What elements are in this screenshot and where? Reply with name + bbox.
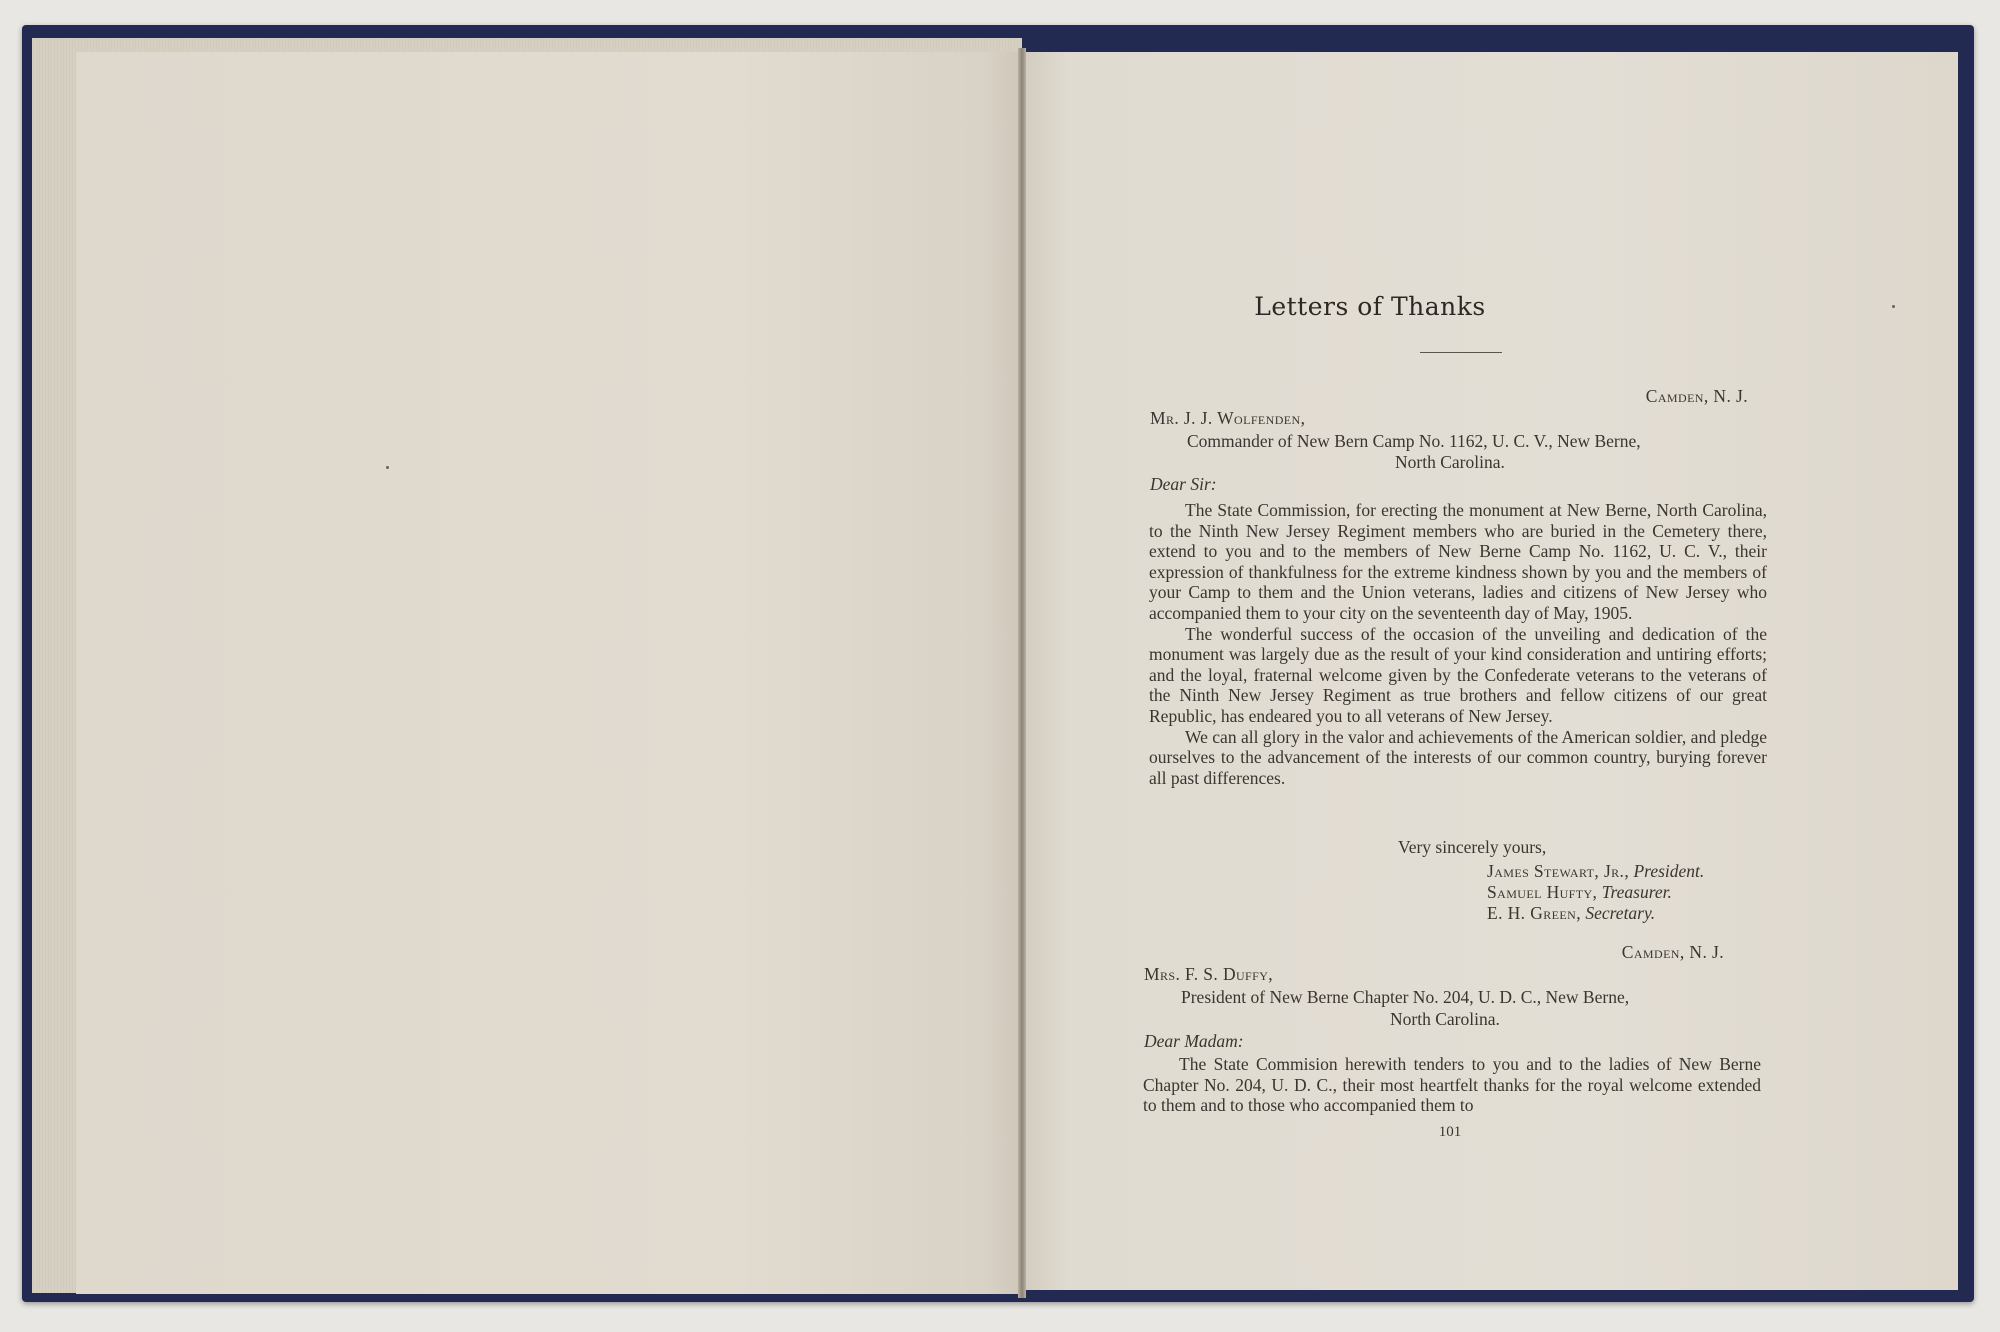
signatory-2 <box>1487 882 1787 903</box>
letter1-body <box>1149 500 1767 788</box>
signatory-name: Samuel Hufty, <box>1487 882 1598 902</box>
signatory-title: President. <box>1633 861 1705 881</box>
letter2-paragraph: The State Commision herewith tenders to you and to the ladies of New Berne Chapter No. 204, U. D. C., their most heartfelt thanks for the royal welcome extended to them and to those who accompanied them to <box>1143 1054 1761 1116</box>
paper-speck <box>1892 305 1895 308</box>
title-rule <box>1420 352 1502 353</box>
letter2-addressee-line2: North Carolina. <box>1390 1009 1500 1029</box>
page-title: Letters of Thanks <box>1254 292 1486 321</box>
signatory-name: E. H. Green, <box>1487 903 1581 923</box>
signatory-3 <box>1487 903 1787 924</box>
letter1-paragraph: The State Commission, for erecting the monument at New Berne, North Carolina, to the Ninth New Jersey Regiment members who are buried in the Cemetery there, extend to you and to the members of New Berne Camp No. 1162, U. C. V., their expression of thankfulness for the extreme kindness shown by you and the members of your Camp to them and the Union veterans, ladies and citizens of New Jersey who accompanied them to your city on the seventeenth day of May, 1905. <box>1149 500 1767 623</box>
letter1-paragraph: The wonderful success of the occasion of the unveiling and dedication of the monument was largely due as the result of your kind consideration and untiring efforts; and the loyal, fraternal welcome given by the Confederate veterans to the veterans of the Ninth New Jersey Regiment as true brothers and fellow citizens of our great Republic, has endeared you to all veterans of New Jersey. <box>1149 623 1767 726</box>
page-number: 101 <box>1438 1124 1462 1140</box>
letter1-closing: Very sincerely yours, <box>1398 837 1547 857</box>
signatory-1 <box>1487 861 1787 882</box>
letter1-addressee-name: Mr. J. J. Wolfenden, <box>1150 408 1306 428</box>
book-gutter <box>1018 48 1026 1298</box>
letter1-paragraph: We can all glory in the valor and achievements of the American soldier, and pledge ourselves to the advancement of the interests of our common country, burying forever all past differences. <box>1149 726 1767 788</box>
letter2-place: Camden, N. J. <box>1621 942 1724 962</box>
signatory-name: James Stewart, Jr., <box>1487 861 1630 881</box>
letter2-body <box>1143 1054 1761 1116</box>
letter1-addressee-line1: Commander of New Bern Camp No. 1162, U. C. V., New Berne, <box>1187 431 1641 451</box>
letter1-place: Camden, N. J. <box>1645 386 1748 406</box>
letter1-addressee-line2: North Carolina. <box>1395 452 1505 472</box>
left-page-blank <box>76 52 1020 1294</box>
signatory-title: Treasurer. <box>1601 882 1672 902</box>
paper-speck <box>386 466 389 469</box>
signatory-title: Secretary. <box>1585 903 1656 923</box>
letter2-addressee-line1: President of New Berne Chapter No. 204, U. D. C., New Berne, <box>1181 987 1630 1007</box>
letter1-salutation: Dear Sir: <box>1150 474 1217 494</box>
letter2-salutation: Dear Madam: <box>1144 1031 1244 1051</box>
letter2-addressee-name: Mrs. F. S. Duffy, <box>1144 964 1274 984</box>
